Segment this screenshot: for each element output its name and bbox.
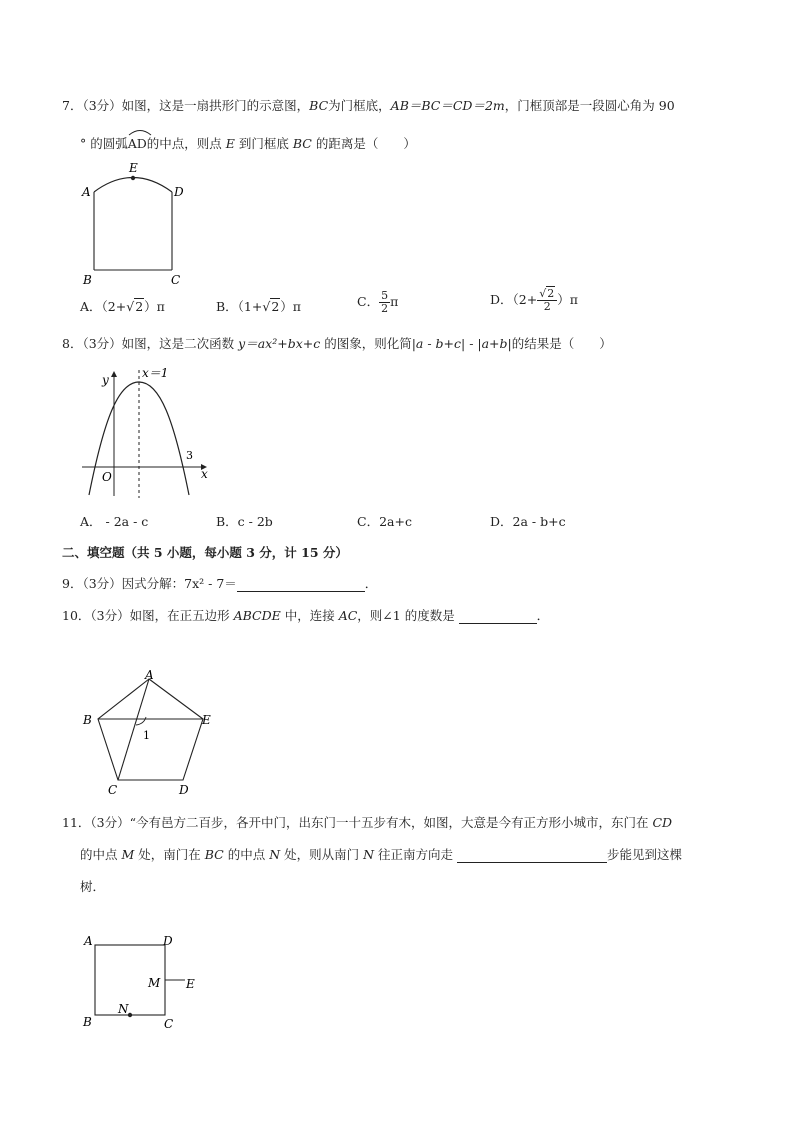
q11-line2: 的中点 M 处，南门在 BC 的中点 N 处，则从南门 N 往正南方向走 步能见到这棵 (80, 847, 682, 862)
q10-pentagon-figure (78, 662, 228, 798)
q8-label-x: x (201, 467, 208, 481)
q10-label-e: E (202, 713, 211, 727)
q9-score: （3分） (82, 576, 122, 591)
q8-label-three: 3 (186, 449, 193, 462)
q10-line: 10．（3分）如图，在正五边形 ABCDE 中，连接 AC，则∠1 的度数是 ． (62, 608, 550, 623)
q8-option-d: D．2a - b+c (490, 514, 566, 529)
q7-label-e: E (129, 161, 138, 175)
q8-label-y: y (102, 373, 109, 387)
q10-label-d: D (179, 783, 189, 797)
q8-option-c: C．2a+c (357, 514, 412, 529)
q10-score: （3分） (90, 608, 130, 623)
q10-pentagon (98, 679, 203, 780)
q7-label-d: D (174, 185, 184, 199)
q8-option-a: A． - 2a - c (80, 514, 149, 529)
q7-label-b: B (83, 273, 92, 287)
q11-label-b: B (83, 1015, 92, 1029)
q7-door-figure (78, 158, 198, 290)
q8-line1: 8．（3分）如图，这是二次函数 y＝ax²+bx+c 的图象，则化简|a - b+c| - |a+b|的结果是（ ） (62, 336, 612, 351)
q11-label-c: C (164, 1017, 174, 1031)
q7-point-e (131, 176, 135, 180)
q10-number: 10． (62, 608, 91, 623)
q7-option-b: B．（1+√2）π (216, 299, 302, 314)
q7-label-a: A (82, 185, 91, 199)
q8-number: 8． (62, 336, 83, 351)
q11-line1: 11．（3分）“今有邑方二百步，各开中门，出东门一十五步有木，如图，大意是今有正方形小城市，东门在 CD (62, 815, 673, 830)
q9-line: 9．（3分）因式分解：7x² - 7＝ ． (62, 576, 378, 591)
q7-option-d: D．（2+ $\frac{√2}{2}$ ）π (490, 287, 578, 313)
q7-line1: 7．（3分）如图，这是一扇拱形门的示意图，BC为门框底，AB＝BC＝CD＝2m，门框顶部是一段圆心角为 90 (62, 98, 675, 113)
q8-score: （3分） (82, 336, 122, 351)
q7-option-a: A．（2+√2）π (80, 299, 165, 314)
q8-parabola-graph (78, 360, 218, 500)
q10-label-b: B (83, 713, 92, 727)
q11-label-m: M (148, 976, 161, 990)
q11-label-d: D (163, 934, 173, 948)
q7-arc-ad: AD (128, 136, 147, 151)
q8-option-b: B．c - 2b (216, 514, 273, 529)
q11-square-city-figure (78, 928, 218, 1038)
q11-line3: 树． (80, 879, 106, 894)
q7-line2: ° 的圆弧 AD的中点，则点 E 到门框底 BC 的距离是（ ） (80, 134, 416, 152)
q9-answer-blank[interactable] (237, 577, 365, 592)
q7-number: 7． (62, 98, 83, 113)
q8-label-axis: x＝1 (142, 366, 169, 380)
section-heading-fill-in: 二、填空题（共 5 小题，每小题 3 分，计 15 分） (62, 545, 348, 560)
q10-label-c: C (108, 783, 118, 797)
q11-label-a: A (84, 934, 93, 948)
q11-number: 11． (62, 815, 91, 830)
q11-score: （3分） (90, 815, 130, 830)
q11-answer-blank[interactable] (457, 848, 607, 863)
q7-score: （3分） (82, 98, 122, 113)
q9-number: 9． (62, 576, 83, 591)
q11-label-e: E (186, 977, 195, 991)
q7-option-c: C． $\frac{5}{2}$ π (357, 289, 399, 315)
q11-label-n: N (118, 1002, 129, 1016)
q7-label-c: C (171, 273, 181, 287)
q10-label-angle-1: 1 (143, 729, 150, 742)
q10-label-a: A (145, 668, 154, 682)
q10-answer-blank[interactable] (459, 609, 537, 624)
q8-label-origin: O (102, 470, 112, 484)
